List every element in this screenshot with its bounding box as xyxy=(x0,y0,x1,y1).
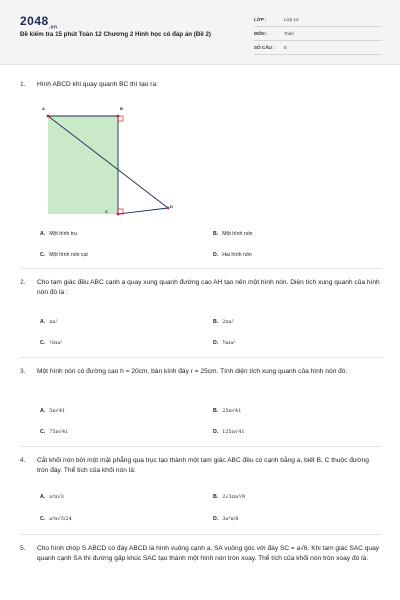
point-d xyxy=(167,207,170,210)
question-number: 5. xyxy=(20,545,26,552)
meta-key: LỚP : xyxy=(254,17,267,22)
option-3c[interactable]: C. 75π√41 xyxy=(40,429,69,435)
meta-key: SỐ CÂU : xyxy=(254,45,275,50)
question-text: Một hình nón có đường cao h = 20cm, bán kính đáy r = 25cm. Tính diện tích xung quanh của hình nón đó: xyxy=(37,368,348,375)
question-number: 3. xyxy=(20,368,26,375)
option-2c[interactable]: C. ½πa² xyxy=(40,340,63,346)
meta-count-row xyxy=(254,42,382,55)
question-divider xyxy=(20,357,382,358)
figure-fill xyxy=(48,116,118,214)
label-b: B xyxy=(120,106,123,111)
meta-value: Lớp 12 xyxy=(284,17,299,22)
point-a xyxy=(47,115,50,118)
question-number: 1. xyxy=(20,81,26,88)
question-text: Cho hình chóp S.ABCD có đáy ABCD là hình vuông cạnh a, SA vuông góc với đáy SC = a√6. Khi tam giác SAC quay quanh cạnh SA thì đường gấp khúc SAC tạo thành một hình nón tròn xoay. Thể tích của khối nón tròn xoay đó là: xyxy=(37,545,380,562)
trapezoid-figure xyxy=(44,110,180,218)
point-c xyxy=(117,213,120,216)
page-header xyxy=(0,0,400,65)
question-text: Hình ABCD khi quay quanh BC thì tạo ra: xyxy=(37,81,158,88)
question-divider xyxy=(20,534,382,535)
option-4a[interactable]: A. a³π√3 xyxy=(40,494,64,500)
option-3b[interactable]: B. 25π√41 xyxy=(213,408,242,414)
option-1b[interactable]: B. Một hình nón xyxy=(213,231,253,237)
meta-key: MÔN : xyxy=(254,31,268,36)
point-b xyxy=(117,115,120,118)
document-title: Đề kiểm tra 15 phút Toán 12 Chương 2 Hình học có đáp án (Đề 2) xyxy=(20,31,211,38)
option-2b[interactable]: B. 2πa² xyxy=(213,319,234,325)
label-d: D xyxy=(170,204,173,209)
option-4c[interactable]: C. a³π√3/24 xyxy=(40,516,72,522)
option-1d[interactable]: D. Hai hình nón xyxy=(213,252,252,258)
option-4d[interactable]: D. 3a³π/8 xyxy=(213,516,239,522)
edge-cd xyxy=(118,208,168,214)
option-3a[interactable]: A. 5π√41 xyxy=(40,408,66,414)
label-c: C xyxy=(105,209,108,214)
question-number: 2. xyxy=(20,279,26,286)
option-3d[interactable]: D. 125π√41 xyxy=(213,429,245,435)
option-2a[interactable]: A. πa² xyxy=(40,319,58,325)
option-4b[interactable]: B. 2√3πa³/9 xyxy=(213,494,245,500)
meta-subject-row xyxy=(254,28,382,41)
question-divider xyxy=(20,446,382,447)
question-number: 4. xyxy=(20,457,26,464)
meta-class-row xyxy=(254,14,382,27)
option-1c[interactable]: C. Một hình nón cụt xyxy=(40,252,88,258)
meta-value: 8 xyxy=(284,45,287,50)
meta-value: Toán xyxy=(284,31,294,36)
label-a: A xyxy=(42,106,45,111)
site-logo[interactable]: $2048_{.vn}$ xyxy=(20,14,58,31)
question-divider xyxy=(20,268,382,269)
question-text: Cho tam giác đều ABC cạnh a quay xung quanh đường cao AH tạo nên một hình nón. Diện tích xung quanh của hình nón đó là : xyxy=(37,279,380,296)
option-2d[interactable]: D. ¾πa² xyxy=(213,340,236,346)
option-1a[interactable]: A. Một hình trụ xyxy=(40,231,77,237)
question-text: Cắt khối nón bởi một mặt phẳng qua trục tạo thành một tam giác ABC đều có cạnh bằng a, biết B, C thuộc đường tròn đáy. Thể tích của khối nón là: xyxy=(37,457,369,474)
